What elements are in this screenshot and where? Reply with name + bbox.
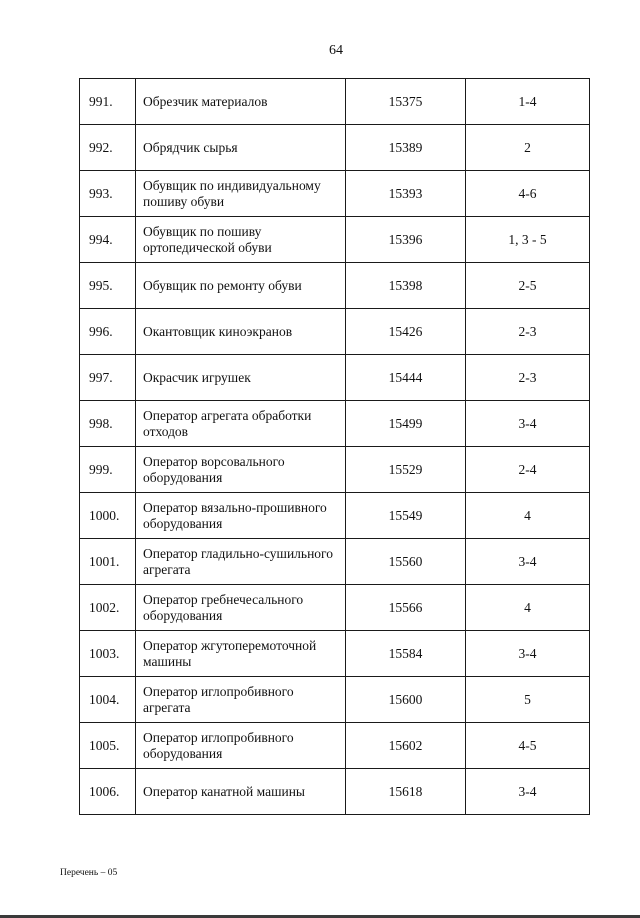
table-row <box>80 355 590 401</box>
profession-name: Обувщик по пошиву ортопедической обуви <box>136 217 346 263</box>
profession-name: Оператор ворсовального оборудования <box>136 447 346 493</box>
table-row <box>80 171 590 217</box>
profession-name: Оператор гребнечесального оборудования <box>136 585 346 631</box>
table-row <box>80 217 590 263</box>
grade-range: 3-4 <box>466 769 590 815</box>
row-number: 1001. <box>80 539 136 585</box>
profession-name: Обрезчик материалов <box>136 79 346 125</box>
grade-range: 3-4 <box>466 631 590 677</box>
table-row <box>80 447 590 493</box>
table-row <box>80 309 590 355</box>
table-body <box>80 79 590 815</box>
table-row <box>80 631 590 677</box>
profession-code: 15602 <box>346 723 466 769</box>
profession-code: 15375 <box>346 79 466 125</box>
profession-name: Обувщик по ремонту обуви <box>136 263 346 309</box>
row-number: 1000. <box>80 493 136 539</box>
profession-code: 15499 <box>346 401 466 447</box>
profession-name: Оператор жгутоперемоточной машины <box>136 631 346 677</box>
row-number: 995. <box>80 263 136 309</box>
row-number: 992. <box>80 125 136 171</box>
profession-code: 15584 <box>346 631 466 677</box>
table-row <box>80 677 590 723</box>
row-number: 999. <box>80 447 136 493</box>
profession-code: 15600 <box>346 677 466 723</box>
footer-label: Перечень – 05 <box>60 868 118 878</box>
profession-code: 15549 <box>346 493 466 539</box>
table-row <box>80 769 590 815</box>
profession-code: 15444 <box>346 355 466 401</box>
profession-name: Оператор вязально-прошивного оборудования <box>136 493 346 539</box>
row-number: 991. <box>80 79 136 125</box>
profession-name: Оператор иглопробивного оборудования <box>136 723 346 769</box>
row-number: 1006. <box>80 769 136 815</box>
profession-name: Оператор агрегата обработки отходов <box>136 401 346 447</box>
grade-range: 2 <box>466 125 590 171</box>
profession-code: 15529 <box>346 447 466 493</box>
table-row <box>80 79 590 125</box>
table-row <box>80 493 590 539</box>
profession-name: Оператор иглопробивного агрегата <box>136 677 346 723</box>
table-row <box>80 263 590 309</box>
row-number: 1003. <box>80 631 136 677</box>
grade-range: 4 <box>466 493 590 539</box>
profession-code: 15566 <box>346 585 466 631</box>
row-number: 1005. <box>80 723 136 769</box>
grade-range: 5 <box>466 677 590 723</box>
profession-name: Окрасчик игрушек <box>136 355 346 401</box>
profession-name: Окантовщик киноэкранов <box>136 309 346 355</box>
grade-range: 4 <box>466 585 590 631</box>
table-row <box>80 539 590 585</box>
grade-range: 2-3 <box>466 309 590 355</box>
grade-range: 4-6 <box>466 171 590 217</box>
table-row <box>80 723 590 769</box>
row-number: 997. <box>80 355 136 401</box>
profession-code: 15396 <box>346 217 466 263</box>
table-row <box>80 401 590 447</box>
profession-code: 15426 <box>346 309 466 355</box>
profession-code: 15560 <box>346 539 466 585</box>
profession-code: 15398 <box>346 263 466 309</box>
profession-name: Оператор гладильно-сушильного агрегата <box>136 539 346 585</box>
row-number: 1004. <box>80 677 136 723</box>
profession-name: Оператор канатной машины <box>136 769 346 815</box>
row-number: 994. <box>80 217 136 263</box>
table-row <box>80 125 590 171</box>
page-number: 64 <box>329 43 343 58</box>
grade-range: 4-5 <box>466 723 590 769</box>
professions-table <box>79 78 590 815</box>
grade-range: 2-4 <box>466 447 590 493</box>
grade-range: 2-5 <box>466 263 590 309</box>
profession-name: Обрядчик сырья <box>136 125 346 171</box>
profession-name: Обувщик по индивидуальному пошиву обуви <box>136 171 346 217</box>
grade-range: 3-4 <box>466 401 590 447</box>
grade-range: 1, 3 - 5 <box>466 217 590 263</box>
profession-code: 15393 <box>346 171 466 217</box>
grade-range: 2-3 <box>466 355 590 401</box>
table-row <box>80 585 590 631</box>
row-number: 998. <box>80 401 136 447</box>
row-number: 1002. <box>80 585 136 631</box>
profession-code: 15618 <box>346 769 466 815</box>
grade-range: 1-4 <box>466 79 590 125</box>
grade-range: 3-4 <box>466 539 590 585</box>
profession-code: 15389 <box>346 125 466 171</box>
row-number: 996. <box>80 309 136 355</box>
row-number: 993. <box>80 171 136 217</box>
